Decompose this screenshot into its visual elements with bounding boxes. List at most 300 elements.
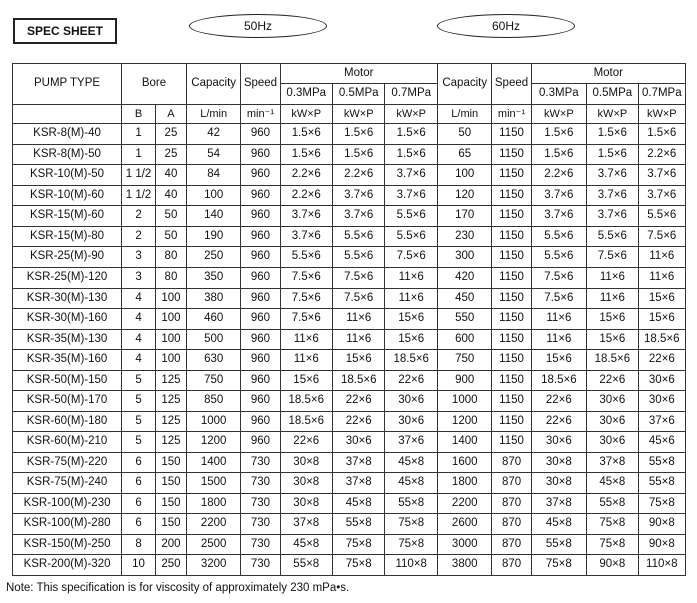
bore-b-cell: 5 (122, 432, 156, 453)
motor-07-50-cell: 45×8 (385, 452, 438, 473)
pump-type-cell: KSR-8(M)-40 (13, 124, 122, 145)
pump-type-cell: KSR-25(M)-90 (13, 247, 122, 268)
motor-03-60-cell: 30×8 (531, 473, 587, 494)
speed-60-cell: 1150 (492, 411, 531, 432)
speed-60-cell: 870 (492, 473, 531, 494)
table-row (13, 267, 686, 288)
motor-03-50-cell: 2.2×6 (280, 165, 332, 186)
motor-03-60-cell: 37×8 (531, 493, 587, 514)
motor-05-60-cell: 1.5×6 (587, 144, 638, 165)
motor-05-60-cell: 11×6 (587, 267, 638, 288)
motor-05-50-cell: 2.2×6 (332, 165, 384, 186)
pump-type-unit (13, 104, 122, 123)
pressure-07-header-50: 0.7MPa (385, 84, 438, 104)
motor-03-60-cell: 1.5×6 (531, 124, 587, 145)
speed-60-cell: 1150 (492, 309, 531, 330)
speed-50-cell: 960 (241, 370, 280, 391)
capacity-60-cell: 3800 (437, 555, 492, 576)
motor-07-50-cell: 11×6 (385, 288, 438, 309)
bore-b-cell: 4 (122, 329, 156, 350)
motor-05-60-cell: 30×6 (587, 432, 638, 453)
capacity-50-cell: 190 (186, 226, 241, 247)
motor-unit-05-60: kW×P (587, 104, 638, 123)
motor-05-60-cell: 15×6 (587, 309, 638, 330)
capacity-50-cell: 1500 (186, 473, 241, 494)
speed-50-cell: 730 (241, 514, 280, 535)
capacity-60-cell: 1200 (437, 411, 492, 432)
bore-a-cell: 25 (156, 124, 187, 145)
motor-05-50-cell: 30×6 (332, 432, 384, 453)
table-row (13, 493, 686, 514)
motor-07-50-cell: 7.5×6 (385, 247, 438, 268)
motor-03-50-cell: 1.5×6 (280, 124, 332, 145)
header-row-3 (13, 104, 686, 123)
table-row (13, 411, 686, 432)
table-row (13, 329, 686, 350)
table-row (13, 226, 686, 247)
motor-03-50-cell: 3.7×6 (280, 206, 332, 227)
bore-a-cell: 150 (156, 514, 187, 535)
motor-03-50-cell: 7.5×6 (280, 309, 332, 330)
capacity-60-cell: 420 (437, 267, 492, 288)
motor-03-50-cell: 22×6 (280, 432, 332, 453)
motor-07-60-cell: 7.5×6 (638, 226, 685, 247)
pump-type-cell: KSR-30(M)-130 (13, 288, 122, 309)
bore-a-cell: 25 (156, 144, 187, 165)
bore-a-cell: 150 (156, 473, 187, 494)
bore-a-cell: 125 (156, 432, 187, 453)
motor-03-60-cell: 45×8 (531, 514, 587, 535)
speed-60-cell: 870 (492, 452, 531, 473)
motor-05-60-cell: 30×6 (587, 391, 638, 412)
motor-03-60-cell: 75×8 (531, 555, 587, 576)
pump-type-cell: KSR-30(M)-160 (13, 309, 122, 330)
motor-03-60-cell: 30×6 (531, 432, 587, 453)
motor-03-60-cell: 18.5×6 (531, 370, 587, 391)
motor-07-60-cell: 90×8 (638, 534, 685, 555)
motor-03-50-cell: 7.5×6 (280, 267, 332, 288)
capacity-50-cell: 42 (186, 124, 241, 145)
speed-60-cell: 1150 (492, 391, 531, 412)
capacity-60-cell: 1400 (437, 432, 492, 453)
motor-05-50-cell: 5.5×6 (332, 247, 384, 268)
motor-03-50-cell: 30×8 (280, 493, 332, 514)
bore-b-cell: 3 (122, 267, 156, 288)
bore-b-cell: 3 (122, 247, 156, 268)
motor-unit-07-60: kW×P (638, 104, 685, 123)
capacity-header-50: Capacity (186, 64, 241, 105)
capacity-50-cell: 380 (186, 288, 241, 309)
bore-a-cell: 50 (156, 206, 187, 227)
motor-07-50-cell: 55×8 (385, 493, 438, 514)
motor-07-60-cell: 3.7×6 (638, 185, 685, 206)
speed-60-cell: 1150 (492, 370, 531, 391)
bore-a-cell: 80 (156, 247, 187, 268)
speed-60-cell: 1150 (492, 226, 531, 247)
motor-03-60-cell: 5.5×6 (531, 226, 587, 247)
capacity-50-cell: 2500 (186, 534, 241, 555)
pump-type-cell: KSR-50(M)-170 (13, 391, 122, 412)
motor-07-50-cell: 22×6 (385, 370, 438, 391)
bore-b-header: B (122, 104, 156, 123)
motor-03-50-cell: 3.7×6 (280, 226, 332, 247)
motor-07-60-cell: 55×8 (638, 452, 685, 473)
motor-07-60-cell: 15×6 (638, 288, 685, 309)
table-row (13, 247, 686, 268)
table-row (13, 124, 686, 145)
pressure-03-header-50: 0.3MPa (280, 84, 332, 104)
motor-03-50-cell: 15×6 (280, 370, 332, 391)
capacity-50-cell: 850 (186, 391, 241, 412)
motor-03-60-cell: 22×6 (531, 411, 587, 432)
motor-03-50-cell: 45×8 (280, 534, 332, 555)
speed-60-cell: 870 (492, 493, 531, 514)
bore-header: Bore (122, 64, 187, 105)
capacity-60-cell: 450 (437, 288, 492, 309)
table-row (13, 309, 686, 330)
speed-50-cell: 960 (241, 391, 280, 412)
pump-type-cell: KSR-60(M)-180 (13, 411, 122, 432)
motor-05-60-cell: 18.5×6 (587, 350, 638, 371)
speed-50-cell: 960 (241, 226, 280, 247)
motor-07-50-cell: 11×6 (385, 267, 438, 288)
motor-05-60-cell: 11×6 (587, 288, 638, 309)
capacity-60-cell: 1800 (437, 473, 492, 494)
capacity-60-cell: 2200 (437, 493, 492, 514)
speed-60-cell: 1150 (492, 165, 531, 186)
frequency-50hz-label: 50Hz (189, 14, 327, 38)
capacity-60-cell: 900 (437, 370, 492, 391)
speed-50-cell: 960 (241, 411, 280, 432)
motor-unit-03-60: kW×P (531, 104, 587, 123)
bore-b-cell: 5 (122, 370, 156, 391)
motor-05-50-cell: 1.5×6 (332, 144, 384, 165)
bore-a-cell: 125 (156, 411, 187, 432)
speed-50-cell: 960 (241, 247, 280, 268)
pump-type-cell: KSR-75(M)-220 (13, 452, 122, 473)
motor-07-50-cell: 3.7×6 (385, 185, 438, 206)
capacity-50-cell: 750 (186, 370, 241, 391)
motor-05-60-cell: 75×8 (587, 534, 638, 555)
motor-03-60-cell: 22×6 (531, 391, 587, 412)
capacity-50-cell: 1000 (186, 411, 241, 432)
table-row (13, 370, 686, 391)
motor-07-50-cell: 1.5×6 (385, 144, 438, 165)
motor-unit-03-50: kW×P (280, 104, 332, 123)
motor-03-50-cell: 55×8 (280, 555, 332, 576)
bore-a-cell: 150 (156, 493, 187, 514)
capacity-50-cell: 630 (186, 350, 241, 371)
motor-header-60: Motor (531, 64, 685, 84)
pump-type-cell: KSR-75(M)-240 (13, 473, 122, 494)
bore-b-cell: 6 (122, 514, 156, 535)
bore-b-cell: 1 (122, 124, 156, 145)
motor-unit-05-50: kW×P (332, 104, 384, 123)
motor-07-50-cell: 75×8 (385, 514, 438, 535)
speed-50-cell: 960 (241, 309, 280, 330)
capacity-60-cell: 100 (437, 165, 492, 186)
motor-03-50-cell: 18.5×6 (280, 411, 332, 432)
capacity-50-cell: 3200 (186, 555, 241, 576)
capacity-60-cell: 65 (437, 144, 492, 165)
motor-05-50-cell: 18.5×6 (332, 370, 384, 391)
capacity-50-cell: 2200 (186, 514, 241, 535)
pump-type-cell: KSR-10(M)-60 (13, 185, 122, 206)
motor-07-50-cell: 15×6 (385, 309, 438, 330)
motor-03-50-cell: 30×8 (280, 473, 332, 494)
motor-07-60-cell: 3.7×6 (638, 165, 685, 186)
capacity-50-cell: 100 (186, 185, 241, 206)
capacity-60-cell: 3000 (437, 534, 492, 555)
motor-05-50-cell: 3.7×6 (332, 206, 384, 227)
capacity-unit-60: L/min (437, 104, 492, 123)
table-row (13, 144, 686, 165)
bore-b-cell: 5 (122, 391, 156, 412)
speed-60-cell: 1150 (492, 124, 531, 145)
speed-60-cell: 870 (492, 514, 531, 535)
bore-a-cell: 100 (156, 329, 187, 350)
table-row (13, 206, 686, 227)
motor-07-60-cell: 90×8 (638, 514, 685, 535)
frequency-60hz-label: 60Hz (437, 14, 575, 38)
motor-03-50-cell: 37×8 (280, 514, 332, 535)
motor-05-60-cell: 45×8 (587, 473, 638, 494)
motor-05-50-cell: 22×6 (332, 391, 384, 412)
motor-05-50-cell: 5.5×6 (332, 226, 384, 247)
motor-07-50-cell: 75×8 (385, 534, 438, 555)
motor-05-50-cell: 11×6 (332, 329, 384, 350)
bore-a-cell: 40 (156, 165, 187, 186)
speed-60-cell: 1150 (492, 206, 531, 227)
bore-b-cell: 4 (122, 288, 156, 309)
bore-b-cell: 2 (122, 226, 156, 247)
motor-03-50-cell: 11×6 (280, 350, 332, 371)
table-row (13, 185, 686, 206)
speed-unit-60: min⁻¹ (492, 104, 531, 123)
motor-05-60-cell: 7.5×6 (587, 247, 638, 268)
bore-a-cell: 80 (156, 267, 187, 288)
speed-50-cell: 960 (241, 185, 280, 206)
capacity-50-cell: 460 (186, 309, 241, 330)
speed-60-cell: 1150 (492, 288, 531, 309)
speed-50-cell: 730 (241, 534, 280, 555)
motor-05-60-cell: 55×8 (587, 493, 638, 514)
capacity-50-cell: 84 (186, 165, 241, 186)
speed-60-cell: 1150 (492, 267, 531, 288)
motor-05-60-cell: 15×6 (587, 329, 638, 350)
pump-type-cell: KSR-60(M)-210 (13, 432, 122, 453)
motor-03-50-cell: 30×8 (280, 452, 332, 473)
bore-b-cell: 2 (122, 206, 156, 227)
pump-type-cell: KSR-35(M)-160 (13, 350, 122, 371)
bore-b-cell: 4 (122, 350, 156, 371)
motor-05-60-cell: 90×8 (587, 555, 638, 576)
bore-a-cell: 100 (156, 288, 187, 309)
speed-unit-50: min⁻¹ (241, 104, 280, 123)
capacity-60-cell: 600 (437, 329, 492, 350)
motor-05-50-cell: 55×8 (332, 514, 384, 535)
speed-60-cell: 870 (492, 534, 531, 555)
capacity-60-cell: 1000 (437, 391, 492, 412)
motor-03-60-cell: 7.5×6 (531, 267, 587, 288)
bore-a-cell: 100 (156, 350, 187, 371)
table-row (13, 473, 686, 494)
table-row (13, 165, 686, 186)
speed-50-cell: 960 (241, 165, 280, 186)
motor-03-60-cell: 7.5×6 (531, 288, 587, 309)
motor-03-60-cell: 2.2×6 (531, 165, 587, 186)
motor-07-60-cell: 110×8 (638, 555, 685, 576)
speed-header-50: Speed (241, 64, 280, 105)
motor-03-60-cell: 3.7×6 (531, 206, 587, 227)
motor-07-50-cell: 18.5×6 (385, 350, 438, 371)
bore-b-cell: 6 (122, 473, 156, 494)
speed-50-cell: 730 (241, 473, 280, 494)
motor-03-60-cell: 30×8 (531, 452, 587, 473)
motor-03-50-cell: 18.5×6 (280, 391, 332, 412)
pump-type-cell: KSR-50(M)-150 (13, 370, 122, 391)
bore-a-cell: 40 (156, 185, 187, 206)
speed-header-60: Speed (492, 64, 531, 105)
bore-a-cell: 125 (156, 370, 187, 391)
motor-05-60-cell: 3.7×6 (587, 206, 638, 227)
motor-unit-07-50: kW×P (385, 104, 438, 123)
motor-03-50-cell: 2.2×6 (280, 185, 332, 206)
bore-a-cell: 100 (156, 309, 187, 330)
speed-60-cell: 1150 (492, 185, 531, 206)
bore-b-cell: 8 (122, 534, 156, 555)
bore-b-cell: 1 1/2 (122, 165, 156, 186)
pump-type-cell: KSR-150(M)-250 (13, 534, 122, 555)
speed-50-cell: 730 (241, 555, 280, 576)
bore-b-cell: 5 (122, 411, 156, 432)
table-row (13, 350, 686, 371)
motor-05-60-cell: 3.7×6 (587, 165, 638, 186)
motor-05-60-cell: 1.5×6 (587, 124, 638, 145)
speed-50-cell: 960 (241, 206, 280, 227)
table-row (13, 391, 686, 412)
pressure-05-header-60: 0.5MPa (587, 84, 638, 104)
capacity-50-cell: 54 (186, 144, 241, 165)
capacity-50-cell: 1800 (186, 493, 241, 514)
capacity-60-cell: 120 (437, 185, 492, 206)
pump-type-cell: KSR-10(M)-50 (13, 165, 122, 186)
capacity-60-cell: 50 (437, 124, 492, 145)
speed-60-cell: 1150 (492, 247, 531, 268)
pump-type-cell: KSR-100(M)-280 (13, 514, 122, 535)
bore-b-cell: 1 (122, 144, 156, 165)
motor-07-50-cell: 5.5×6 (385, 226, 438, 247)
speed-50-cell: 730 (241, 452, 280, 473)
motor-07-50-cell: 110×8 (385, 555, 438, 576)
speed-60-cell: 1150 (492, 350, 531, 371)
motor-03-60-cell: 5.5×6 (531, 247, 587, 268)
pump-type-cell: KSR-8(M)-50 (13, 144, 122, 165)
speed-50-cell: 960 (241, 350, 280, 371)
table-row (13, 432, 686, 453)
motor-03-60-cell: 1.5×6 (531, 144, 587, 165)
spec-sheet-title: SPEC SHEET (13, 18, 117, 44)
motor-07-60-cell: 55×8 (638, 473, 685, 494)
speed-60-cell: 1150 (492, 329, 531, 350)
motor-03-60-cell: 55×8 (531, 534, 587, 555)
pump-type-cell: KSR-25(M)-120 (13, 267, 122, 288)
motor-05-50-cell: 75×8 (332, 555, 384, 576)
motor-03-60-cell: 11×6 (531, 329, 587, 350)
speed-60-cell: 1150 (492, 432, 531, 453)
motor-03-60-cell: 15×6 (531, 350, 587, 371)
speed-50-cell: 960 (241, 124, 280, 145)
motor-05-50-cell: 11×6 (332, 309, 384, 330)
pump-type-cell: KSR-35(M)-130 (13, 329, 122, 350)
bore-b-cell: 6 (122, 452, 156, 473)
motor-07-50-cell: 3.7×6 (385, 165, 438, 186)
capacity-50-cell: 350 (186, 267, 241, 288)
capacity-60-cell: 2600 (437, 514, 492, 535)
motor-05-50-cell: 7.5×6 (332, 288, 384, 309)
table-row (13, 534, 686, 555)
capacity-60-cell: 550 (437, 309, 492, 330)
viscosity-note: Note: This specification is for viscosity of approximately 230 mPa•s. (6, 582, 350, 594)
capacity-header-60: Capacity (437, 64, 492, 105)
speed-50-cell: 960 (241, 144, 280, 165)
motor-05-60-cell: 30×6 (587, 411, 638, 432)
speed-60-cell: 1150 (492, 144, 531, 165)
pump-type-cell: KSR-200(M)-320 (13, 555, 122, 576)
motor-05-50-cell: 3.7×6 (332, 185, 384, 206)
motor-07-60-cell: 30×6 (638, 370, 685, 391)
motor-03-50-cell: 5.5×6 (280, 247, 332, 268)
motor-05-50-cell: 15×6 (332, 350, 384, 371)
motor-05-60-cell: 22×6 (587, 370, 638, 391)
motor-05-50-cell: 37×8 (332, 473, 384, 494)
motor-05-50-cell: 75×8 (332, 534, 384, 555)
motor-05-60-cell: 5.5×6 (587, 226, 638, 247)
capacity-60-cell: 1600 (437, 452, 492, 473)
motor-07-50-cell: 1.5×6 (385, 124, 438, 145)
pressure-07-header-60: 0.7MPa (638, 84, 685, 104)
capacity-60-cell: 300 (437, 247, 492, 268)
speed-60-cell: 870 (492, 555, 531, 576)
motor-07-60-cell: 11×6 (638, 247, 685, 268)
header-row-1 (13, 64, 686, 84)
pump-type-cell: KSR-15(M)-80 (13, 226, 122, 247)
motor-05-50-cell: 7.5×6 (332, 267, 384, 288)
capacity-50-cell: 500 (186, 329, 241, 350)
motor-05-50-cell: 37×8 (332, 452, 384, 473)
motor-07-60-cell: 22×6 (638, 350, 685, 371)
motor-03-60-cell: 3.7×6 (531, 185, 587, 206)
motor-07-50-cell: 5.5×6 (385, 206, 438, 227)
pump-type-cell: KSR-100(M)-230 (13, 493, 122, 514)
capacity-60-cell: 170 (437, 206, 492, 227)
bore-a-cell: 150 (156, 452, 187, 473)
pressure-05-header-50: 0.5MPa (332, 84, 384, 104)
motor-03-50-cell: 1.5×6 (280, 144, 332, 165)
motor-07-60-cell: 15×6 (638, 309, 685, 330)
motor-05-60-cell: 37×8 (587, 452, 638, 473)
capacity-60-cell: 750 (437, 350, 492, 371)
motor-07-60-cell: 18.5×6 (638, 329, 685, 350)
bore-b-cell: 4 (122, 309, 156, 330)
bore-a-cell: 125 (156, 391, 187, 412)
capacity-50-cell: 250 (186, 247, 241, 268)
table-row (13, 555, 686, 576)
motor-05-60-cell: 3.7×6 (587, 185, 638, 206)
bore-a-header: A (156, 104, 187, 123)
capacity-50-cell: 1400 (186, 452, 241, 473)
table-row (13, 452, 686, 473)
